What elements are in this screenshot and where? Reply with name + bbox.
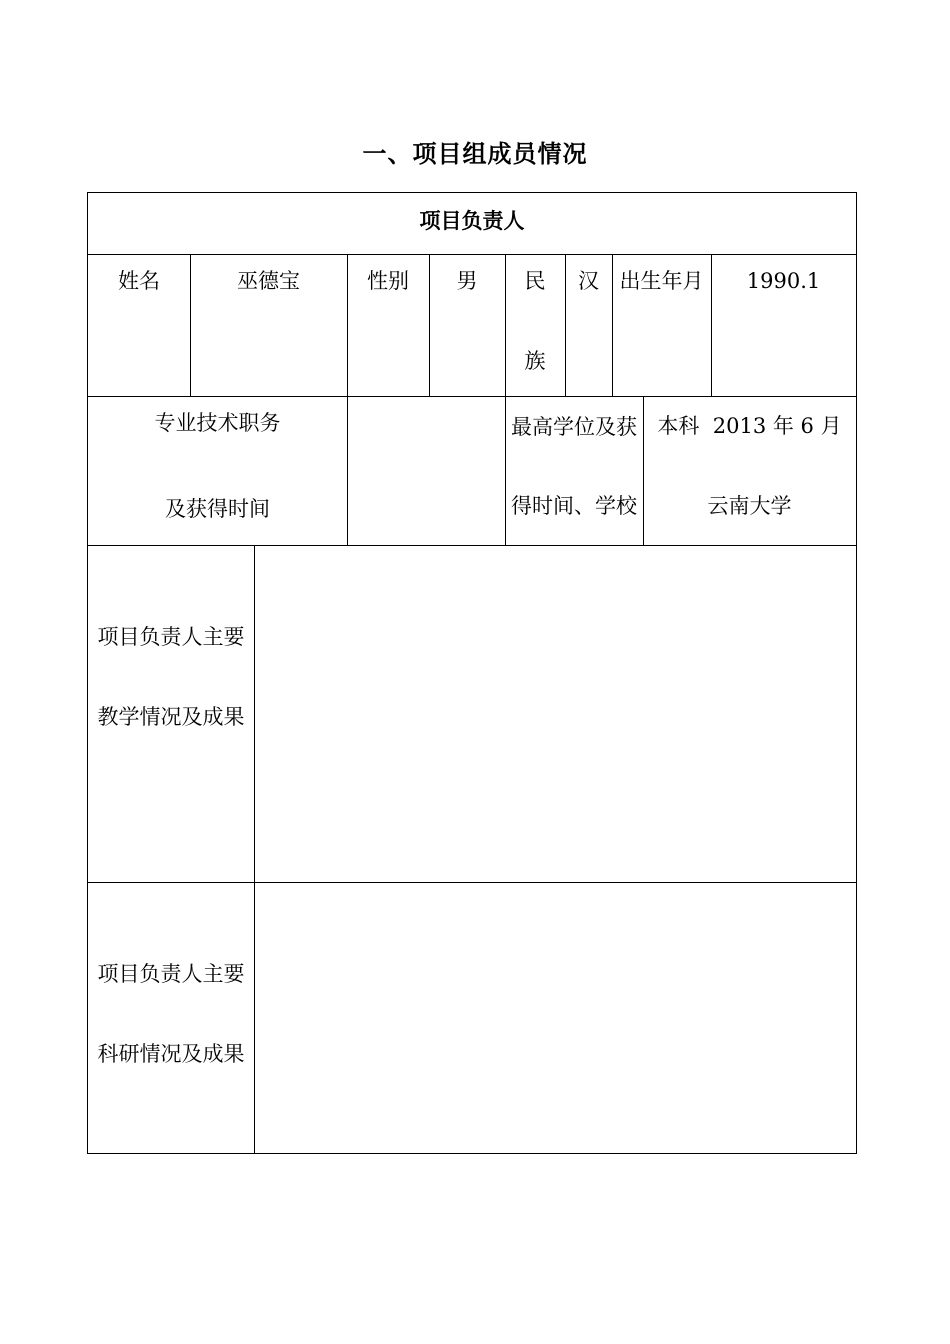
page-title: 一、项目组成员情况 bbox=[362, 139, 588, 168]
degree-label: 得时间、学校 bbox=[511, 494, 637, 518]
row-divider bbox=[88, 545, 856, 546]
section-header: 项目负责人 bbox=[419, 208, 525, 233]
gender-label: 性别 bbox=[367, 269, 409, 293]
degree-value: 本科 2013 年 6 月 bbox=[657, 414, 842, 438]
col-divider bbox=[347, 396, 348, 545]
research-label: 项目负责人主要 bbox=[97, 962, 245, 986]
name-value: 巫德宝 bbox=[237, 269, 300, 293]
degree-label: 最高学位及获 bbox=[511, 415, 637, 439]
teaching-label: 教学情况及成果 bbox=[97, 705, 245, 729]
row-divider bbox=[88, 254, 856, 255]
ethnicity-value: 汉 bbox=[578, 269, 599, 293]
birth-value: 1990.1 bbox=[746, 269, 821, 293]
row-divider bbox=[88, 882, 856, 883]
professional-title-label: 及获得时间 bbox=[165, 497, 270, 521]
gender-value: 男 bbox=[456, 269, 478, 293]
ethnicity-label: 民 bbox=[524, 269, 546, 293]
name-label: 姓名 bbox=[118, 269, 160, 293]
row-divider bbox=[88, 396, 856, 397]
degree-school: 云南大学 bbox=[707, 494, 792, 518]
col-divider bbox=[254, 545, 255, 1153]
member-info-table bbox=[87, 192, 857, 1154]
research-label: 科研情况及成果 bbox=[97, 1042, 245, 1066]
ethnicity-label: 族 bbox=[524, 349, 546, 373]
teaching-label: 项目负责人主要 bbox=[97, 625, 245, 649]
birth-label: 出生年月 bbox=[619, 269, 704, 293]
professional-title-label: 专业技术职务 bbox=[154, 411, 281, 435]
